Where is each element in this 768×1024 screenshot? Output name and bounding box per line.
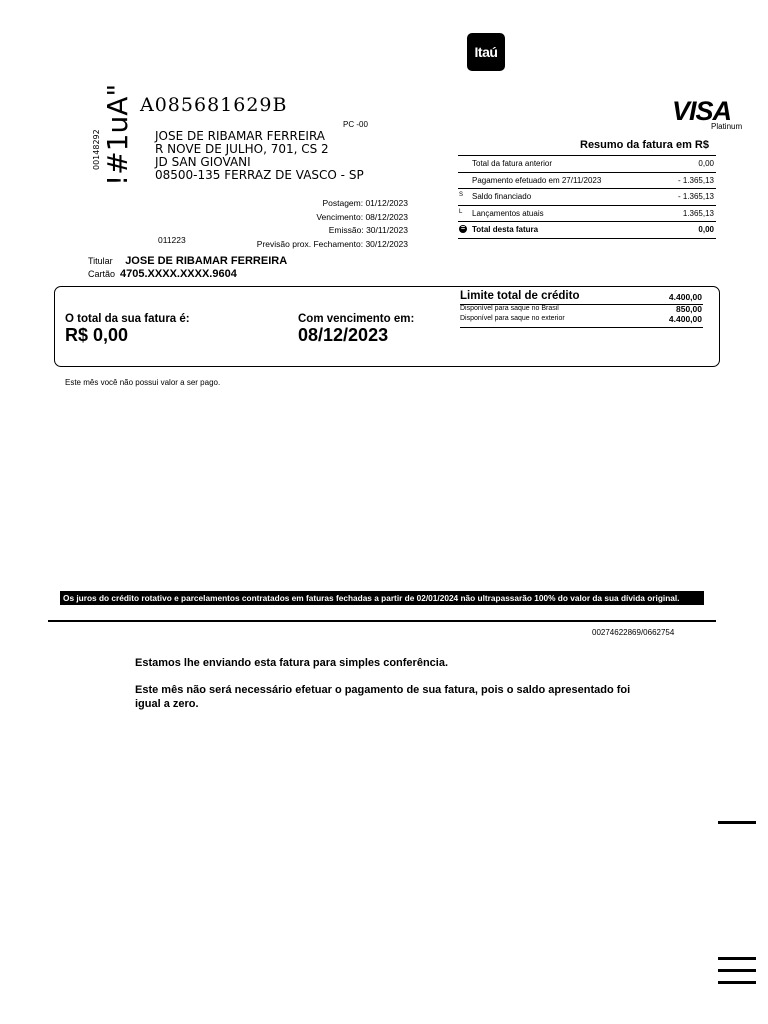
cartao-label: Cartão	[88, 269, 116, 279]
margin-mark	[718, 821, 756, 824]
total-value: R$ 0,00	[65, 325, 129, 345]
itau-logo: Itaú	[467, 33, 505, 71]
document-number: A085681629B	[140, 94, 288, 116]
resumo-row	[458, 173, 716, 190]
vencimento-date: Vencimento: 08/12/2023	[316, 211, 408, 222]
margin-mark	[718, 981, 756, 984]
message-no-payment: Este mês não será necessário efetuar o pagamento de sua fatura, pois o saldo apresentado foi igual a zero.	[135, 684, 631, 710]
margin-mark	[718, 969, 756, 972]
row-label: Total da fatura anterior	[472, 159, 553, 168]
row-value: - 1.365,13	[677, 175, 714, 185]
resumo-row	[458, 189, 716, 206]
resumo-row	[458, 206, 716, 223]
address-line2: JD SAN GIOVANI	[155, 155, 251, 169]
dates-block	[230, 197, 408, 251]
equals-icon: =	[460, 225, 466, 232]
resumo-row	[458, 156, 716, 173]
titular-name: JOSE DE RIBAMAR FERREIRA	[125, 255, 288, 267]
row-mark: L	[459, 208, 463, 215]
due-value: 08/12/2023	[298, 325, 389, 345]
saque-brasil-label: Disponível para saque no Brasil	[460, 305, 559, 312]
margin-mark	[718, 957, 756, 960]
card-number: 4705.XXXX.XXXX.9604	[120, 268, 237, 280]
row-label: Pagamento efetuado em 27/11/2023	[472, 175, 602, 185]
saque-exterior-label: Disponível para saque no exterior	[460, 315, 565, 322]
vertical-code: 00148292	[92, 129, 101, 170]
message-conferencia: Estamos lhe enviando esta fatura para simples conferência.	[135, 657, 449, 669]
date-code: 011223	[158, 235, 186, 245]
resumo-total-row	[458, 222, 716, 239]
limit-value: 4.400,00	[668, 292, 702, 302]
cardholder-block	[88, 255, 287, 281]
vertical-barcode-text: !#1uA"	[101, 83, 134, 186]
card-tier: Platinum	[711, 122, 743, 131]
row-value: 0,00	[698, 225, 714, 234]
row-mark: S	[459, 192, 464, 198]
pc-code: PC -00	[343, 120, 368, 129]
resumo-table	[458, 155, 716, 239]
interest-banner: Os juros do crédito rotativo e parcelamentos contratados em faturas fechadas a partir de 02/01/2024 não ultrapassarão 100% do valor da sua dívida original.	[60, 591, 704, 605]
address-line3: 08500-135 FERRAZ DE VASCO - SP	[155, 168, 364, 182]
saque-brasil-value: 850,00	[676, 304, 702, 314]
reference-number: 00274622869/0662754	[592, 628, 675, 637]
limit-divider-bottom	[460, 327, 703, 328]
due-label: Com vencimento em:	[298, 313, 415, 325]
no-payment-notice: Este mês você não possui valor a ser pago.	[65, 378, 221, 387]
postagem-date: Postagem: 01/12/2023	[322, 198, 408, 208]
row-label: Lançamentos atuais	[472, 208, 544, 218]
row-label: Total desta fatura	[472, 225, 539, 234]
row-value: 1.365,13	[682, 208, 714, 218]
total-label: O total da sua fatura é:	[65, 313, 190, 325]
titular-label: Titular	[88, 256, 113, 266]
row-value: - 1.365,13	[677, 192, 714, 201]
visa-logo: VISA	[672, 96, 732, 126]
emissao-date: Emissão: 30/11/2023	[328, 225, 408, 235]
row-value: 0,00	[698, 159, 714, 168]
address-name: JOSE DE RIBAMAR FERREIRA	[155, 129, 326, 143]
saque-exterior-value: 4.400,00	[668, 314, 702, 324]
address-line1: R NOVE DE JULHO, 701, CS 2	[155, 142, 329, 156]
row-label: Saldo financiado	[472, 192, 532, 201]
previsao-date: Previsão prox. Fechamento: 30/12/2023	[256, 238, 408, 249]
limit-title: Limite total de crédito	[460, 290, 580, 302]
resumo-title: Resumo da fatura em R$	[580, 139, 709, 151]
section-divider	[48, 620, 716, 622]
mailing-address	[155, 130, 364, 182]
